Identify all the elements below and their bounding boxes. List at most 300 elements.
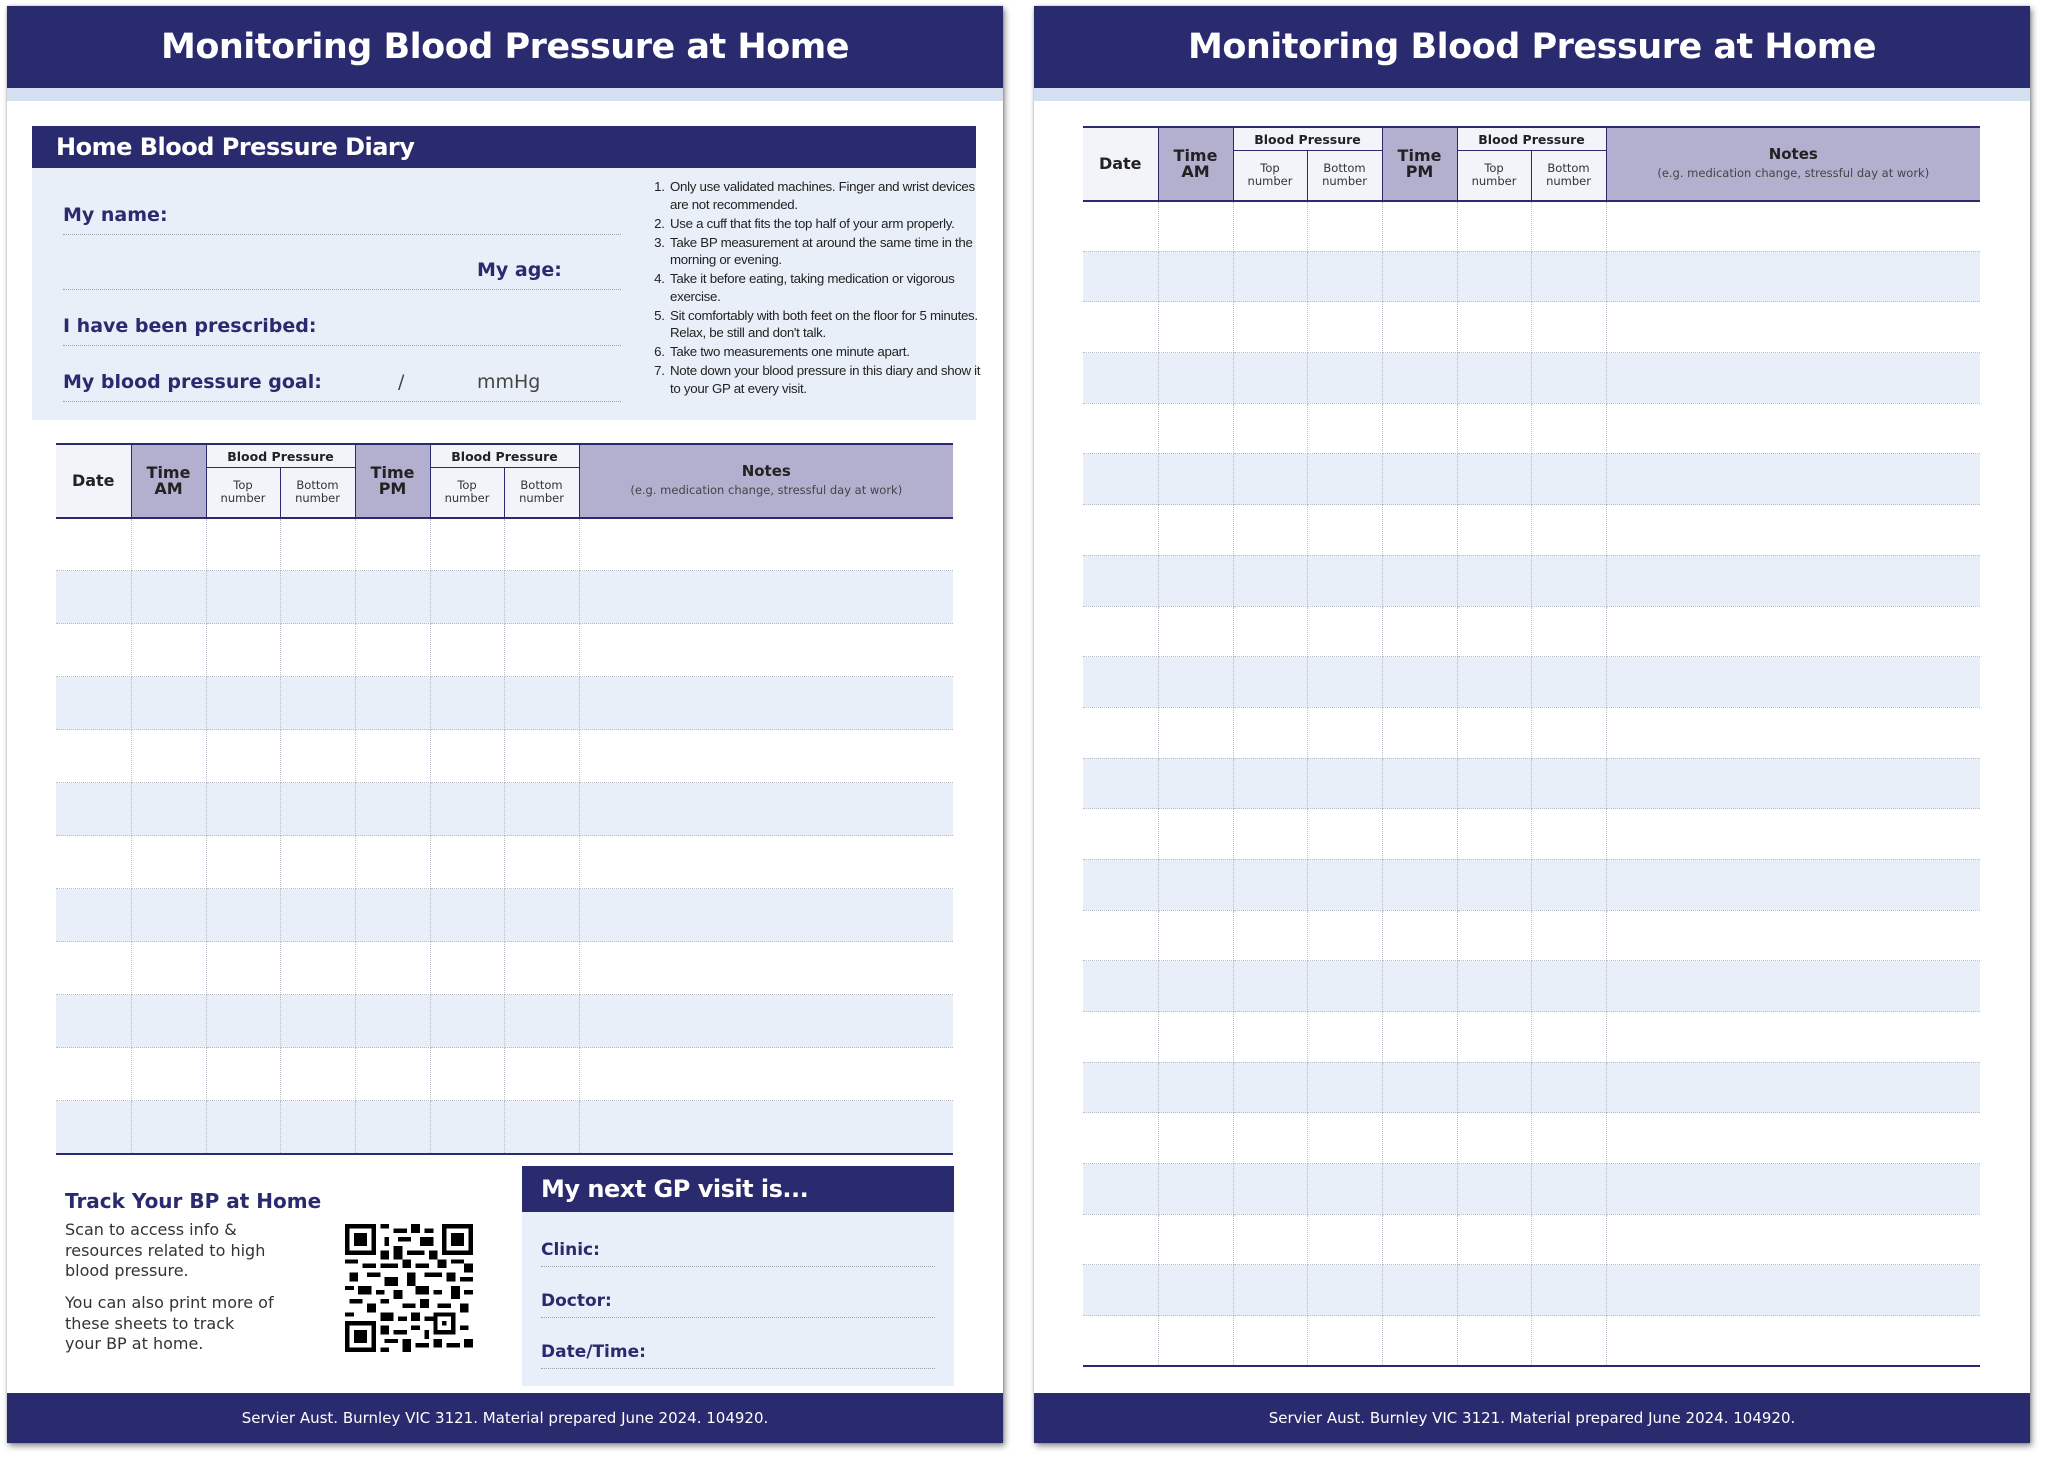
log-cell[interactable] <box>1158 657 1233 708</box>
log-cell[interactable] <box>579 730 953 783</box>
col-date: Date <box>1083 127 1158 201</box>
log-cell[interactable] <box>1382 1062 1457 1113</box>
log-cell[interactable] <box>1457 403 1531 454</box>
log-cell[interactable] <box>430 624 504 677</box>
log-cell[interactable] <box>504 518 579 571</box>
log-cell[interactable] <box>1233 403 1307 454</box>
log-cell[interactable] <box>355 624 430 677</box>
log-cell[interactable] <box>1307 555 1382 606</box>
log-cell[interactable] <box>1606 809 1980 860</box>
log-cell[interactable] <box>280 783 355 836</box>
log-cell[interactable] <box>1233 809 1307 860</box>
log-cell[interactable] <box>1307 961 1382 1012</box>
log-cell[interactable] <box>1382 403 1457 454</box>
log-cell[interactable] <box>1531 1012 1606 1063</box>
log-cell[interactable] <box>1457 910 1531 961</box>
log-cell[interactable] <box>280 730 355 783</box>
diary-heading: Home Blood Pressure Diary <box>32 126 976 168</box>
log-cell[interactable] <box>1233 302 1307 353</box>
log-cell[interactable] <box>131 1048 206 1101</box>
log-cell[interactable] <box>1531 809 1606 860</box>
log-cell[interactable] <box>1531 302 1606 353</box>
log-cell[interactable] <box>56 942 131 995</box>
log-cell[interactable] <box>1083 1316 1158 1367</box>
log-cell[interactable] <box>1382 1012 1457 1063</box>
log-cell[interactable] <box>1382 454 1457 505</box>
log-cell[interactable] <box>1606 403 1980 454</box>
log-cell[interactable] <box>1233 1316 1307 1367</box>
doctor-field[interactable] <box>541 1317 935 1318</box>
log-cell[interactable] <box>280 1048 355 1101</box>
log-cell[interactable] <box>56 1101 131 1154</box>
log-cell[interactable] <box>131 889 206 942</box>
log-cell[interactable] <box>430 995 504 1048</box>
log-cell[interactable] <box>1307 1062 1382 1113</box>
log-cell[interactable] <box>1382 1214 1457 1265</box>
log-cell[interactable] <box>1083 505 1158 556</box>
log-cell[interactable] <box>1158 454 1233 505</box>
log-cell[interactable] <box>1307 251 1382 302</box>
log-cell[interactable] <box>1083 1214 1158 1265</box>
log-cell[interactable] <box>206 730 280 783</box>
col-time-pm: Time PM <box>1382 127 1457 201</box>
log-cell[interactable] <box>1083 454 1158 505</box>
log-cell[interactable] <box>355 995 430 1048</box>
log-cell[interactable] <box>206 1101 280 1154</box>
log-cell[interactable] <box>504 677 579 730</box>
log-cell[interactable] <box>206 942 280 995</box>
log-cell[interactable] <box>1233 251 1307 302</box>
log-cell[interactable] <box>1158 910 1233 961</box>
log-cell[interactable] <box>579 995 953 1048</box>
log-cell[interactable] <box>1083 251 1158 302</box>
log-cell[interactable] <box>1606 251 1980 302</box>
log-cell[interactable] <box>355 889 430 942</box>
log-cell[interactable] <box>1083 1164 1158 1215</box>
log-cell[interactable] <box>1083 707 1158 758</box>
log-cell[interactable] <box>1307 707 1382 758</box>
log-cell[interactable] <box>131 518 206 571</box>
log-cell[interactable] <box>1083 859 1158 910</box>
log-cell[interactable] <box>1307 302 1382 353</box>
log-cell[interactable] <box>1382 353 1457 404</box>
log-cell[interactable] <box>1083 403 1158 454</box>
log-cell[interactable] <box>1083 1265 1158 1316</box>
log-cell[interactable] <box>1083 809 1158 860</box>
log-cell[interactable] <box>1531 251 1606 302</box>
log-cell[interactable] <box>1531 1062 1606 1113</box>
log-cell[interactable] <box>1158 1012 1233 1063</box>
log-cell[interactable] <box>1457 1062 1531 1113</box>
log-cell[interactable] <box>1531 454 1606 505</box>
log-cell[interactable] <box>280 889 355 942</box>
log-cell[interactable] <box>1158 809 1233 860</box>
log-cell[interactable] <box>1158 961 1233 1012</box>
log-cell[interactable] <box>206 571 280 624</box>
log-cell[interactable] <box>1307 657 1382 708</box>
log-cell[interactable] <box>1606 1214 1980 1265</box>
log-cell[interactable] <box>1083 758 1158 809</box>
log-cell[interactable] <box>1457 606 1531 657</box>
log-cell[interactable] <box>1457 555 1531 606</box>
log-cell[interactable] <box>579 836 953 889</box>
log-cell[interactable] <box>1531 859 1606 910</box>
log-cell[interactable] <box>206 995 280 1048</box>
log-cell[interactable] <box>1083 1113 1158 1164</box>
log-cell[interactable] <box>1158 1214 1233 1265</box>
log-cell[interactable] <box>1307 859 1382 910</box>
log-cell[interactable] <box>1233 1164 1307 1215</box>
log-cell[interactable] <box>355 518 430 571</box>
log-cell[interactable] <box>1606 910 1980 961</box>
log-cell[interactable] <box>1307 758 1382 809</box>
log-cell[interactable] <box>131 836 206 889</box>
log-cell[interactable] <box>504 1101 579 1154</box>
log-cell[interactable] <box>430 571 504 624</box>
log-cell[interactable] <box>1382 606 1457 657</box>
log-cell[interactable] <box>1382 201 1457 252</box>
name-field[interactable] <box>63 234 621 235</box>
log-cell[interactable] <box>1307 505 1382 556</box>
log-cell[interactable] <box>1233 606 1307 657</box>
log-cell[interactable] <box>504 942 579 995</box>
log-cell[interactable] <box>430 730 504 783</box>
page-footer: Servier Aust. Burnley VIC 3121. Material prepared June 2024. 104920. <box>1034 1393 2030 1443</box>
log-cell[interactable] <box>1457 657 1531 708</box>
col-bottom-pm: Bottom number <box>1531 151 1606 201</box>
log-cell[interactable] <box>1457 1316 1531 1367</box>
goal-field[interactable] <box>63 401 621 402</box>
table-row <box>1083 758 1980 809</box>
log-cell[interactable] <box>56 836 131 889</box>
prescribed-field[interactable] <box>63 345 621 346</box>
log-cell[interactable] <box>1457 1012 1531 1063</box>
log-cell[interactable] <box>280 942 355 995</box>
log-cell[interactable] <box>1606 1164 1980 1215</box>
log-cell[interactable] <box>1531 403 1606 454</box>
log-cell[interactable] <box>579 1101 953 1154</box>
log-cell[interactable] <box>1158 1265 1233 1316</box>
log-cell[interactable] <box>1531 353 1606 404</box>
log-cell[interactable] <box>206 518 280 571</box>
log-cell[interactable] <box>206 624 280 677</box>
log-cell[interactable] <box>56 518 131 571</box>
log-cell[interactable] <box>1158 555 1233 606</box>
log-cell[interactable] <box>504 889 579 942</box>
log-cell[interactable] <box>1233 1113 1307 1164</box>
log-cell[interactable] <box>1233 353 1307 404</box>
log-cell[interactable] <box>430 518 504 571</box>
log-cell[interactable] <box>1457 1164 1531 1215</box>
log-cell[interactable] <box>1606 961 1980 1012</box>
log-cell[interactable] <box>1457 505 1531 556</box>
log-cell[interactable] <box>430 942 504 995</box>
log-cell[interactable] <box>1158 201 1233 252</box>
log-cell[interactable] <box>1158 859 1233 910</box>
log-cell[interactable] <box>579 677 953 730</box>
log-cell[interactable] <box>56 1048 131 1101</box>
log-cell[interactable] <box>430 1048 504 1101</box>
log-cell[interactable] <box>1531 657 1606 708</box>
log-cell[interactable] <box>131 942 206 995</box>
log-cell[interactable] <box>1233 859 1307 910</box>
log-cell[interactable] <box>131 571 206 624</box>
log-cell[interactable] <box>1382 657 1457 708</box>
log-cell[interactable] <box>280 677 355 730</box>
log-cell[interactable] <box>1606 606 1980 657</box>
table-row <box>1083 251 1980 302</box>
log-cell[interactable] <box>280 624 355 677</box>
log-cell[interactable] <box>1307 1164 1382 1215</box>
log-cell[interactable] <box>355 571 430 624</box>
log-cell[interactable] <box>1531 758 1606 809</box>
log-cell[interactable] <box>1457 1265 1531 1316</box>
log-cell[interactable] <box>1083 910 1158 961</box>
log-cell[interactable] <box>1233 657 1307 708</box>
log-cell[interactable] <box>1233 961 1307 1012</box>
log-cell[interactable] <box>1531 910 1606 961</box>
log-cell[interactable] <box>1606 302 1980 353</box>
log-cell[interactable] <box>1233 1062 1307 1113</box>
log-cell[interactable] <box>1606 707 1980 758</box>
log-cell[interactable] <box>1158 353 1233 404</box>
log-cell[interactable] <box>1457 961 1531 1012</box>
log-cell[interactable] <box>131 995 206 1048</box>
log-cell[interactable] <box>131 677 206 730</box>
table-row <box>56 571 953 624</box>
log-cell[interactable] <box>1531 1164 1606 1215</box>
log-cell[interactable] <box>1606 1316 1980 1367</box>
log-cell[interactable] <box>131 783 206 836</box>
log-cell[interactable] <box>1457 1214 1531 1265</box>
log-cell[interactable] <box>1382 302 1457 353</box>
log-cell[interactable] <box>56 624 131 677</box>
datetime-field[interactable] <box>541 1368 935 1369</box>
log-cell[interactable] <box>1382 809 1457 860</box>
log-cell[interactable] <box>1606 1113 1980 1164</box>
log-cell[interactable] <box>1531 505 1606 556</box>
log-cell[interactable] <box>355 1048 430 1101</box>
log-cell[interactable] <box>1158 403 1233 454</box>
log-cell[interactable] <box>430 889 504 942</box>
log-cell[interactable] <box>1382 1316 1457 1367</box>
log-cell[interactable] <box>1606 1062 1980 1113</box>
log-cell[interactable] <box>504 836 579 889</box>
log-cell[interactable] <box>280 571 355 624</box>
log-cell[interactable] <box>1307 1214 1382 1265</box>
log-cell[interactable] <box>1606 1012 1980 1063</box>
log-cell[interactable] <box>56 571 131 624</box>
log-cell[interactable] <box>1307 1012 1382 1063</box>
log-cell[interactable] <box>1531 1316 1606 1367</box>
log-cell[interactable] <box>1233 555 1307 606</box>
log-cell[interactable] <box>1531 1214 1606 1265</box>
log-cell[interactable] <box>1531 707 1606 758</box>
log-cell[interactable] <box>355 730 430 783</box>
log-cell[interactable] <box>1531 1265 1606 1316</box>
log-cell[interactable] <box>206 1048 280 1101</box>
log-cell[interactable] <box>1158 1062 1233 1113</box>
log-cell[interactable] <box>1457 859 1531 910</box>
log-cell[interactable] <box>1382 251 1457 302</box>
log-cell[interactable] <box>1457 302 1531 353</box>
log-cell[interactable] <box>1606 201 1980 252</box>
log-cell[interactable] <box>56 995 131 1048</box>
log-cell[interactable] <box>1233 505 1307 556</box>
log-cell[interactable] <box>1158 1316 1233 1367</box>
log-cell[interactable] <box>56 783 131 836</box>
log-cell[interactable] <box>1531 1113 1606 1164</box>
log-cell[interactable] <box>1083 606 1158 657</box>
log-cell[interactable] <box>1606 1265 1980 1316</box>
log-cell[interactable] <box>1158 1113 1233 1164</box>
log-cell[interactable] <box>579 783 953 836</box>
log-cell[interactable] <box>504 624 579 677</box>
log-cell[interactable] <box>1158 1164 1233 1215</box>
log-cell[interactable] <box>1457 201 1531 252</box>
log-cell[interactable] <box>131 730 206 783</box>
log-cell[interactable] <box>1606 454 1980 505</box>
log-cell[interactable] <box>1083 302 1158 353</box>
log-cell[interactable] <box>1606 758 1980 809</box>
log-cell[interactable] <box>579 624 953 677</box>
log-cell[interactable] <box>1158 707 1233 758</box>
col-bp-am: Blood Pressure <box>1233 127 1382 151</box>
log-cell[interactable] <box>1606 555 1980 606</box>
log-cell[interactable] <box>1531 606 1606 657</box>
log-cell[interactable] <box>1457 707 1531 758</box>
log-cell[interactable] <box>206 783 280 836</box>
log-cell[interactable] <box>1158 251 1233 302</box>
log-cell[interactable] <box>1307 201 1382 252</box>
log-cell[interactable] <box>1233 758 1307 809</box>
log-cell[interactable] <box>1606 505 1980 556</box>
log-cell[interactable] <box>1382 758 1457 809</box>
log-cell[interactable] <box>1382 961 1457 1012</box>
log-cell[interactable] <box>280 836 355 889</box>
log-cell[interactable] <box>1457 454 1531 505</box>
log-cell[interactable] <box>355 942 430 995</box>
log-cell[interactable] <box>131 624 206 677</box>
log-cell[interactable] <box>504 571 579 624</box>
log-cell[interactable] <box>280 995 355 1048</box>
log-cell[interactable] <box>1083 657 1158 708</box>
log-cell[interactable] <box>355 783 430 836</box>
log-cell[interactable] <box>1382 1265 1457 1316</box>
log-cell[interactable] <box>131 1101 206 1154</box>
table-row <box>1083 505 1980 556</box>
log-cell[interactable] <box>579 1048 953 1101</box>
log-cell[interactable] <box>1158 302 1233 353</box>
log-cell[interactable] <box>504 995 579 1048</box>
log-cell[interactable] <box>1307 353 1382 404</box>
log-cell[interactable] <box>430 677 504 730</box>
log-cell[interactable] <box>504 730 579 783</box>
log-cell[interactable] <box>1531 961 1606 1012</box>
log-cell[interactable] <box>430 783 504 836</box>
log-cell[interactable] <box>1457 251 1531 302</box>
log-cell[interactable] <box>1382 1164 1457 1215</box>
log-cell[interactable] <box>1382 910 1457 961</box>
log-cell[interactable] <box>1606 859 1980 910</box>
log-cell[interactable] <box>1382 859 1457 910</box>
log-cell[interactable] <box>1233 454 1307 505</box>
log-cell[interactable] <box>1382 555 1457 606</box>
log-cell[interactable] <box>1233 1012 1307 1063</box>
log-cell[interactable] <box>1233 1265 1307 1316</box>
log-cell[interactable] <box>579 889 953 942</box>
log-cell[interactable] <box>1457 809 1531 860</box>
log-cell[interactable] <box>1307 454 1382 505</box>
log-cell[interactable] <box>1307 403 1382 454</box>
log-cell[interactable] <box>1083 961 1158 1012</box>
log-cell[interactable] <box>1233 707 1307 758</box>
bp-log-table <box>1083 126 1980 1367</box>
log-cell[interactable] <box>355 677 430 730</box>
log-cell[interactable] <box>579 942 953 995</box>
log-cell[interactable] <box>1158 758 1233 809</box>
log-cell[interactable] <box>1083 353 1158 404</box>
log-cell[interactable] <box>1083 1012 1158 1063</box>
log-cell[interactable] <box>1382 505 1457 556</box>
log-cell[interactable] <box>280 1101 355 1154</box>
log-cell[interactable] <box>1606 353 1980 404</box>
log-cell[interactable] <box>206 889 280 942</box>
log-cell[interactable] <box>430 1101 504 1154</box>
tip-item: 2. Use a cuff that fits the top half of your arm properly. <box>668 215 988 233</box>
log-cell[interactable] <box>1382 1113 1457 1164</box>
log-cell[interactable] <box>579 518 953 571</box>
log-cell[interactable] <box>1457 758 1531 809</box>
log-cell[interactable] <box>56 730 131 783</box>
log-cell[interactable] <box>1083 1062 1158 1113</box>
log-cell[interactable] <box>430 836 504 889</box>
log-cell[interactable] <box>1307 606 1382 657</box>
log-cell[interactable] <box>56 677 131 730</box>
log-cell[interactable] <box>1382 707 1457 758</box>
log-cell[interactable] <box>1083 201 1158 252</box>
log-cell[interactable] <box>1606 657 1980 708</box>
log-cell[interactable] <box>1307 809 1382 860</box>
log-cell[interactable] <box>1158 505 1233 556</box>
log-cell[interactable] <box>1457 1113 1531 1164</box>
log-cell[interactable] <box>1158 606 1233 657</box>
age-field[interactable] <box>63 289 621 290</box>
log-cell[interactable] <box>1307 1113 1382 1164</box>
log-cell[interactable] <box>206 677 280 730</box>
clinic-field[interactable] <box>541 1266 935 1267</box>
log-cell[interactable] <box>1457 353 1531 404</box>
log-cell[interactable] <box>1307 910 1382 961</box>
log-cell[interactable] <box>1083 555 1158 606</box>
log-cell[interactable] <box>1307 1265 1382 1316</box>
log-cell[interactable] <box>1233 201 1307 252</box>
log-cell[interactable] <box>1531 555 1606 606</box>
log-cell[interactable] <box>355 836 430 889</box>
log-cell[interactable] <box>1233 1214 1307 1265</box>
log-cell[interactable] <box>504 1048 579 1101</box>
log-cell[interactable] <box>1531 201 1606 252</box>
log-cell[interactable] <box>1307 1316 1382 1367</box>
log-cell[interactable] <box>355 1101 430 1154</box>
log-cell[interactable] <box>280 518 355 571</box>
log-cell[interactable] <box>206 836 280 889</box>
log-cell[interactable] <box>56 889 131 942</box>
log-cell[interactable] <box>1233 910 1307 961</box>
qr-code-icon[interactable] <box>345 1224 473 1352</box>
log-cell[interactable] <box>504 783 579 836</box>
log-cell[interactable] <box>579 571 953 624</box>
